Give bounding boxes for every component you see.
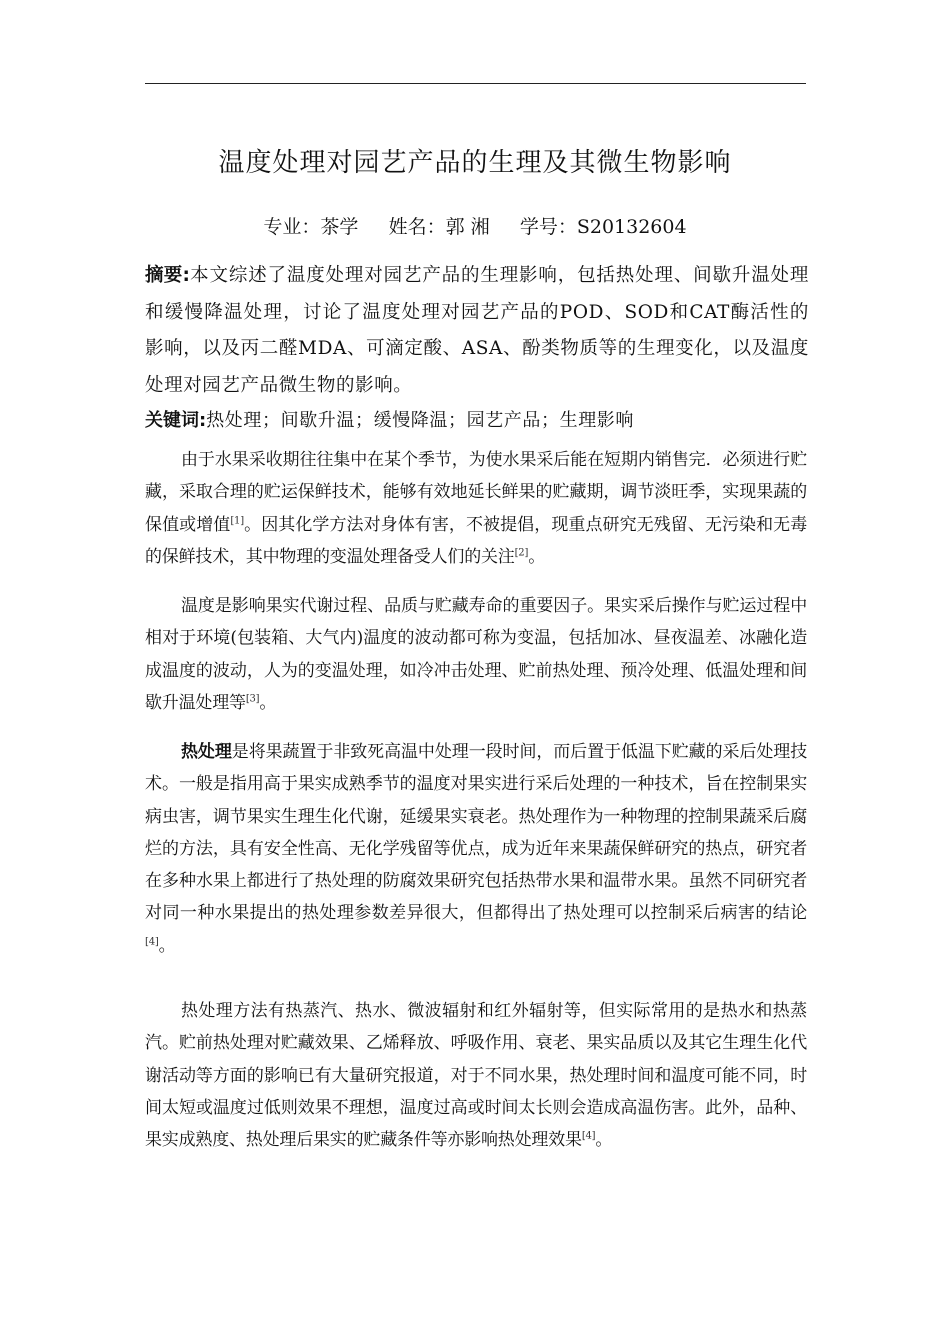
paragraph-text: 。 (158, 935, 176, 956)
body-paragraph-4 (145, 995, 807, 1156)
keywords-text: 热处理；间歇升温；缓慢降温；园艺产品；生理影响 (206, 410, 635, 431)
bold-term: 热处理 (181, 742, 232, 762)
body-paragraph-2 (145, 590, 807, 719)
keywords (145, 406, 809, 436)
author-info-line: 专业：茶学 姓名：郭 湘 学号：S20132604 (263, 216, 687, 238)
header-rule (145, 83, 806, 84)
paragraph-text: 温度是影响果实代谢过程、品质与贮藏寿命的重要因子。果实采后操作与贮运过程中相对于环境(包装箱、大气内)温度的波动都可称为变温，包括加冰、昼夜温差、冰融化造成温度的波动，人为的变温处理，如冷冲击处理、贮前热处理、预冷处理、低温处理和间歇升温处理等 (145, 596, 807, 713)
body-paragraph-1 (145, 444, 807, 573)
abstract-label: 摘要: (145, 265, 190, 286)
document-title: 温度处理对园艺产品的生理及其微生物影响 (218, 148, 732, 178)
body-paragraph-3 (145, 736, 807, 962)
citation-ref: [4] (145, 936, 159, 948)
paragraph-text: 。 (528, 546, 545, 567)
citation-ref: [3] (245, 693, 260, 705)
abstract (145, 258, 809, 404)
citation-ref: [4] (581, 1130, 596, 1142)
citation-ref: [1] (230, 514, 244, 526)
abstract-text: 本文综述了温度处理对园艺产品的生理影响，包括热处理、间歇升温处理和缓慢降温处理，讨论了温度处理对园艺产品的POD、SOD和CAT酶活性的影响，以及丙二醛MDA、可滴定酸、ASA、酚类物质等的生理变化，以及温度处理对园艺产品微生物的影响。 (145, 265, 810, 396)
keywords-label: 关键词: (145, 410, 207, 431)
paragraph-text: 热处理方法有热蒸汽、热水、微波辐射和红外辐射等，但实际常用的是热水和热蒸汽。贮前热处理对贮藏效果、乙烯释放、呼吸作用、衰老、果实品质以及其它生理生化代谢活动等方面的影响已有大量研究报道，对于不同水果，热处理时间和温度可能不同，时间太短或温度过低则效果不理想，温度过高或时间太长则会造成高温伤害。此外，品种、果实成熟度、热处理后果实的贮藏条件等亦影响热处理效果 (145, 1001, 807, 1151)
citation-ref: [2] (514, 547, 529, 559)
paragraph-text: 。 (259, 692, 277, 713)
paragraph-text: 。因其化学方法对身体有害，不被提倡，现重点研究无残留、无污染和无毒的保鲜技术，其中物理的变温处理备受人们的关注 (145, 514, 808, 567)
paragraph-text: 由于水果采收期往往集中在某个季节，为使水果采后能在短期内销售完．必须进行贮藏，采取合理的贮运保鲜技术，能够有效地延长鲜果的贮藏期，调节淡旺季，实现果蔬的保值或增值 (145, 450, 807, 535)
paragraph-text: 是将果蔬置于非致死高温中处理一段时间，而后置于低温下贮藏的采后处理技术。一般是指用高于果实成熟季节的温度对果实进行采后处理的一种技术，旨在控制果实病虫害，调节果实生理生化代谢，延缓果实衰老。热处理作为一种物理的控制果蔬采后腐烂的方法，具有安全性高、无化学残留等优点，成为近年来果蔬保鲜研究的热点，研究者在多种水果上都进行了热处理的防腐效果研究包括热带水果和温带水果。虽然不同研究者对同一种水果提出的热处理参数差异很大，但都得出了热处理可以控制采后病害的结论 (145, 742, 808, 924)
paragraph-text: 。 (595, 1130, 613, 1151)
